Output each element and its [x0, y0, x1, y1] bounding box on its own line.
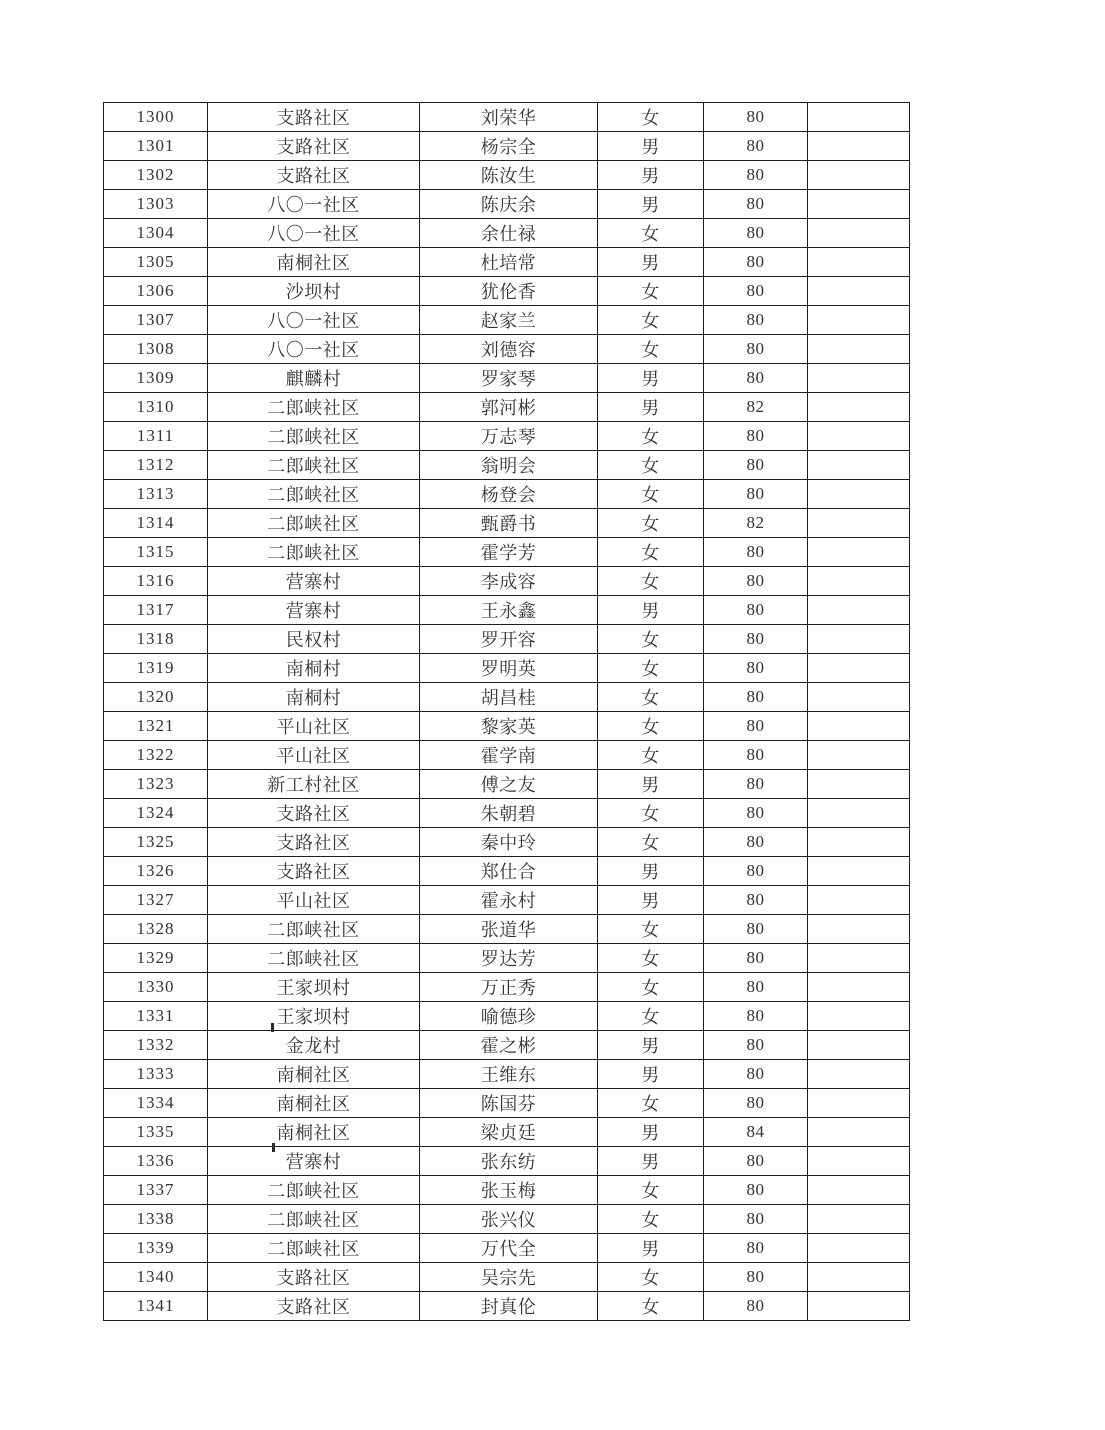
serial-cell: 1340	[104, 1263, 208, 1292]
table-row	[104, 654, 910, 683]
age-cell: 80	[704, 306, 808, 335]
community-cell: 二郎峡社区	[208, 480, 420, 509]
serial-cell: 1336	[104, 1147, 208, 1176]
note-cell	[808, 625, 910, 654]
name-cell: 甄爵书	[420, 509, 598, 538]
serial-cell: 1331	[104, 1002, 208, 1031]
name-cell: 陈庆余	[420, 190, 598, 219]
gender-cell: 男	[598, 596, 704, 625]
table-row	[104, 1060, 910, 1089]
note-cell	[808, 654, 910, 683]
note-cell	[808, 857, 910, 886]
serial-cell: 1341	[104, 1292, 208, 1321]
note-cell	[808, 1205, 910, 1234]
community-cell: 二郎峡社区	[208, 1176, 420, 1205]
table-row	[104, 451, 910, 480]
serial-cell: 1326	[104, 857, 208, 886]
serial-cell: 1303	[104, 190, 208, 219]
serial-cell: 1306	[104, 277, 208, 306]
note-cell	[808, 1118, 910, 1147]
age-cell: 80	[704, 538, 808, 567]
table-row	[104, 103, 910, 132]
note-cell	[808, 451, 910, 480]
age-cell: 80	[704, 277, 808, 306]
age-cell: 80	[704, 567, 808, 596]
gender-cell: 女	[598, 306, 704, 335]
table-row	[104, 683, 910, 712]
gender-cell: 女	[598, 1176, 704, 1205]
note-cell	[808, 480, 910, 509]
community-cell: 支路社区	[208, 857, 420, 886]
age-cell: 80	[704, 1031, 808, 1060]
serial-cell: 1335	[104, 1118, 208, 1147]
table-row	[104, 1205, 910, 1234]
name-cell: 陈国芬	[420, 1089, 598, 1118]
name-cell: 万代全	[420, 1234, 598, 1263]
serial-cell: 1321	[104, 712, 208, 741]
serial-cell: 1324	[104, 799, 208, 828]
gender-cell: 男	[598, 886, 704, 915]
age-cell: 80	[704, 625, 808, 654]
table-row	[104, 480, 910, 509]
serial-cell: 1333	[104, 1060, 208, 1089]
gender-cell: 男	[598, 393, 704, 422]
name-cell: 犹伦香	[420, 277, 598, 306]
note-cell	[808, 915, 910, 944]
note-cell	[808, 567, 910, 596]
note-cell	[808, 1234, 910, 1263]
age-cell: 80	[704, 828, 808, 857]
community-cell: 二郎峡社区	[208, 509, 420, 538]
table-row	[104, 161, 910, 190]
age-cell: 82	[704, 509, 808, 538]
table-row	[104, 915, 910, 944]
serial-cell: 1301	[104, 132, 208, 161]
community-cell: 八〇一社区	[208, 219, 420, 248]
note-cell	[808, 886, 910, 915]
name-cell: 霍学南	[420, 741, 598, 770]
community-cell: 支路社区	[208, 132, 420, 161]
community-cell: 南桐村	[208, 683, 420, 712]
serial-cell: 1314	[104, 509, 208, 538]
gender-cell: 女	[598, 683, 704, 712]
serial-cell: 1332	[104, 1031, 208, 1060]
community-cell: 王家坝村	[208, 1002, 420, 1031]
name-cell: 霍永村	[420, 886, 598, 915]
table-row	[104, 1031, 910, 1060]
age-cell: 80	[704, 741, 808, 770]
serial-cell: 1309	[104, 364, 208, 393]
table-row	[104, 509, 910, 538]
name-cell: 余仕禄	[420, 219, 598, 248]
community-cell: 王家坝村	[208, 973, 420, 1002]
community-cell: 支路社区	[208, 161, 420, 190]
age-cell: 80	[704, 335, 808, 364]
note-cell	[808, 799, 910, 828]
age-cell: 80	[704, 973, 808, 1002]
name-cell: 吴宗先	[420, 1263, 598, 1292]
serial-cell: 1325	[104, 828, 208, 857]
serial-cell: 1316	[104, 567, 208, 596]
name-cell: 梁贞廷	[420, 1118, 598, 1147]
gender-cell: 男	[598, 1031, 704, 1060]
community-cell: 南桐社区	[208, 1060, 420, 1089]
table-row	[104, 190, 910, 219]
age-cell: 80	[704, 1176, 808, 1205]
note-cell	[808, 944, 910, 973]
table-row	[104, 1234, 910, 1263]
age-cell: 80	[704, 190, 808, 219]
serial-cell: 1320	[104, 683, 208, 712]
name-cell: 胡昌桂	[420, 683, 598, 712]
note-cell	[808, 1147, 910, 1176]
table-row	[104, 1118, 910, 1147]
name-cell: 杨登会	[420, 480, 598, 509]
serial-cell: 1311	[104, 422, 208, 451]
note-cell	[808, 712, 910, 741]
table-row	[104, 770, 910, 799]
note-cell	[808, 335, 910, 364]
note-cell	[808, 306, 910, 335]
name-cell: 霍之彬	[420, 1031, 598, 1060]
note-cell	[808, 683, 910, 712]
community-cell: 营寨村	[208, 1147, 420, 1176]
note-cell	[808, 161, 910, 190]
note-cell	[808, 1031, 910, 1060]
serial-cell: 1304	[104, 219, 208, 248]
note-cell	[808, 1060, 910, 1089]
age-cell: 82	[704, 393, 808, 422]
note-cell	[808, 1176, 910, 1205]
table-row	[104, 857, 910, 886]
age-cell: 80	[704, 1002, 808, 1031]
age-cell: 80	[704, 451, 808, 480]
note-cell	[808, 538, 910, 567]
community-cell: 平山社区	[208, 741, 420, 770]
table-row	[104, 219, 910, 248]
serial-cell: 1305	[104, 248, 208, 277]
gender-cell: 男	[598, 364, 704, 393]
name-cell: 罗明英	[420, 654, 598, 683]
serial-cell: 1318	[104, 625, 208, 654]
name-cell: 郭河彬	[420, 393, 598, 422]
age-cell: 80	[704, 219, 808, 248]
gender-cell: 女	[598, 915, 704, 944]
age-cell: 80	[704, 480, 808, 509]
name-cell: 傅之友	[420, 770, 598, 799]
note-cell	[808, 219, 910, 248]
gender-cell: 女	[598, 944, 704, 973]
age-cell: 80	[704, 1147, 808, 1176]
gender-cell: 女	[598, 538, 704, 567]
table-row	[104, 828, 910, 857]
community-cell: 支路社区	[208, 103, 420, 132]
gender-cell: 女	[598, 973, 704, 1002]
note-cell	[808, 973, 910, 1002]
name-cell: 黎家英	[420, 712, 598, 741]
gender-cell: 男	[598, 161, 704, 190]
gender-cell: 女	[598, 741, 704, 770]
gender-cell: 女	[598, 219, 704, 248]
community-cell: 支路社区	[208, 799, 420, 828]
serial-cell: 1312	[104, 451, 208, 480]
gender-cell: 男	[598, 1060, 704, 1089]
name-cell: 李成容	[420, 567, 598, 596]
serial-cell: 1328	[104, 915, 208, 944]
serial-cell: 1300	[104, 103, 208, 132]
note-cell	[808, 1089, 910, 1118]
community-cell: 二郎峡社区	[208, 915, 420, 944]
community-cell: 二郎峡社区	[208, 451, 420, 480]
table-row	[104, 306, 910, 335]
serial-cell: 1319	[104, 654, 208, 683]
gender-cell: 女	[598, 654, 704, 683]
name-cell: 杜培常	[420, 248, 598, 277]
table-row	[104, 596, 910, 625]
age-cell: 84	[704, 1118, 808, 1147]
age-cell: 80	[704, 654, 808, 683]
age-cell: 80	[704, 1089, 808, 1118]
note-cell	[808, 1263, 910, 1292]
serial-cell: 1337	[104, 1176, 208, 1205]
table-row	[104, 132, 910, 161]
gender-cell: 女	[598, 828, 704, 857]
community-cell: 八〇一社区	[208, 335, 420, 364]
table-row	[104, 944, 910, 973]
serial-cell: 1322	[104, 741, 208, 770]
gender-cell: 男	[598, 770, 704, 799]
age-cell: 80	[704, 944, 808, 973]
table-row	[104, 335, 910, 364]
name-cell: 张东纺	[420, 1147, 598, 1176]
gender-cell: 女	[598, 103, 704, 132]
gender-cell: 男	[598, 1118, 704, 1147]
name-cell: 刘荣华	[420, 103, 598, 132]
serial-cell: 1310	[104, 393, 208, 422]
name-cell: 刘德容	[420, 335, 598, 364]
table-row	[104, 1089, 910, 1118]
note-cell	[808, 132, 910, 161]
gender-cell: 女	[598, 1263, 704, 1292]
gender-cell: 男	[598, 132, 704, 161]
community-cell: 南桐村	[208, 654, 420, 683]
note-cell	[808, 422, 910, 451]
serial-cell: 1302	[104, 161, 208, 190]
community-cell: 新工村社区	[208, 770, 420, 799]
community-cell: 南桐社区	[208, 1089, 420, 1118]
name-cell: 杨宗全	[420, 132, 598, 161]
community-cell: 民权村	[208, 625, 420, 654]
note-cell	[808, 828, 910, 857]
note-cell	[808, 364, 910, 393]
age-cell: 80	[704, 1060, 808, 1089]
gender-cell: 女	[598, 451, 704, 480]
note-cell	[808, 596, 910, 625]
gender-cell: 女	[598, 422, 704, 451]
gender-cell: 女	[598, 567, 704, 596]
note-cell	[808, 1292, 910, 1321]
community-cell: 营寨村	[208, 596, 420, 625]
community-cell: 平山社区	[208, 712, 420, 741]
table-row	[104, 1176, 910, 1205]
note-cell	[808, 190, 910, 219]
note-cell	[808, 741, 910, 770]
table-row	[104, 1292, 910, 1321]
age-cell: 80	[704, 1292, 808, 1321]
age-cell: 80	[704, 915, 808, 944]
gender-cell: 女	[598, 1205, 704, 1234]
gender-cell: 女	[598, 799, 704, 828]
age-cell: 80	[704, 683, 808, 712]
name-cell: 翁明会	[420, 451, 598, 480]
community-cell: 支路社区	[208, 1292, 420, 1321]
serial-cell: 1307	[104, 306, 208, 335]
serial-cell: 1313	[104, 480, 208, 509]
gender-cell: 女	[598, 277, 704, 306]
age-cell: 80	[704, 799, 808, 828]
name-cell: 罗达芳	[420, 944, 598, 973]
age-cell: 80	[704, 248, 808, 277]
table-row	[104, 422, 910, 451]
name-cell: 万志琴	[420, 422, 598, 451]
gender-cell: 男	[598, 1234, 704, 1263]
table-row	[104, 1263, 910, 1292]
age-cell: 80	[704, 103, 808, 132]
name-cell: 罗开容	[420, 625, 598, 654]
note-cell	[808, 103, 910, 132]
name-cell: 陈汝生	[420, 161, 598, 190]
gender-cell: 男	[598, 190, 704, 219]
table-row	[104, 973, 910, 1002]
name-cell: 霍学芳	[420, 538, 598, 567]
table-body	[104, 103, 910, 1321]
note-cell	[808, 1002, 910, 1031]
community-cell: 金龙村	[208, 1031, 420, 1060]
community-cell: 沙坝村	[208, 277, 420, 306]
gender-cell: 男	[598, 857, 704, 886]
table-row	[104, 741, 910, 770]
gender-cell: 女	[598, 480, 704, 509]
gender-cell: 女	[598, 625, 704, 654]
table-row	[104, 712, 910, 741]
age-cell: 80	[704, 132, 808, 161]
gender-cell: 女	[598, 509, 704, 538]
community-cell: 南桐社区	[208, 248, 420, 277]
serial-cell: 1327	[104, 886, 208, 915]
gender-cell: 女	[598, 1292, 704, 1321]
gender-cell: 女	[598, 712, 704, 741]
community-cell: 南桐社区	[208, 1118, 420, 1147]
gender-cell: 女	[598, 1089, 704, 1118]
community-cell: 支路社区	[208, 1263, 420, 1292]
age-cell: 80	[704, 364, 808, 393]
age-cell: 80	[704, 770, 808, 799]
scan-speck	[272, 1143, 275, 1152]
community-cell: 二郎峡社区	[208, 944, 420, 973]
scan-speck	[271, 1023, 274, 1032]
age-cell: 80	[704, 1205, 808, 1234]
table-row	[104, 799, 910, 828]
serial-cell: 1315	[104, 538, 208, 567]
community-cell: 二郎峡社区	[208, 1234, 420, 1263]
age-cell: 80	[704, 422, 808, 451]
name-cell: 喻德珍	[420, 1002, 598, 1031]
table-row	[104, 625, 910, 654]
age-cell: 80	[704, 712, 808, 741]
name-cell: 封真伦	[420, 1292, 598, 1321]
community-cell: 平山社区	[208, 886, 420, 915]
community-cell: 麒麟村	[208, 364, 420, 393]
serial-cell: 1317	[104, 596, 208, 625]
community-cell: 营寨村	[208, 567, 420, 596]
name-cell: 罗家琴	[420, 364, 598, 393]
age-cell: 80	[704, 886, 808, 915]
note-cell	[808, 248, 910, 277]
community-cell: 二郎峡社区	[208, 422, 420, 451]
community-cell: 八〇一社区	[208, 306, 420, 335]
note-cell	[808, 770, 910, 799]
residents-table	[103, 102, 910, 1321]
name-cell: 张兴仪	[420, 1205, 598, 1234]
serial-cell: 1339	[104, 1234, 208, 1263]
community-cell: 二郎峡社区	[208, 393, 420, 422]
table-row	[104, 248, 910, 277]
age-cell: 80	[704, 161, 808, 190]
age-cell: 80	[704, 1234, 808, 1263]
note-cell	[808, 393, 910, 422]
name-cell: 秦中玲	[420, 828, 598, 857]
name-cell: 郑仕合	[420, 857, 598, 886]
note-cell	[808, 509, 910, 538]
name-cell: 王永鑫	[420, 596, 598, 625]
community-cell: 八〇一社区	[208, 190, 420, 219]
gender-cell: 女	[598, 335, 704, 364]
table-row	[104, 393, 910, 422]
serial-cell: 1330	[104, 973, 208, 1002]
table-row	[104, 364, 910, 393]
name-cell: 赵家兰	[420, 306, 598, 335]
name-cell: 万正秀	[420, 973, 598, 1002]
gender-cell: 男	[598, 1147, 704, 1176]
serial-cell: 1329	[104, 944, 208, 973]
note-cell	[808, 277, 910, 306]
serial-cell: 1338	[104, 1205, 208, 1234]
table-row	[104, 567, 910, 596]
table-row	[104, 886, 910, 915]
serial-cell: 1308	[104, 335, 208, 364]
serial-cell: 1334	[104, 1089, 208, 1118]
gender-cell: 女	[598, 1002, 704, 1031]
name-cell: 张玉梅	[420, 1176, 598, 1205]
gender-cell: 男	[598, 248, 704, 277]
name-cell: 王维东	[420, 1060, 598, 1089]
serial-cell: 1323	[104, 770, 208, 799]
age-cell: 80	[704, 857, 808, 886]
age-cell: 80	[704, 1263, 808, 1292]
table-row	[104, 1002, 910, 1031]
community-cell: 支路社区	[208, 828, 420, 857]
table-row	[104, 538, 910, 567]
community-cell: 二郎峡社区	[208, 1205, 420, 1234]
name-cell: 朱朝碧	[420, 799, 598, 828]
name-cell: 张道华	[420, 915, 598, 944]
community-cell: 二郎峡社区	[208, 538, 420, 567]
table-row	[104, 1147, 910, 1176]
table-row	[104, 277, 910, 306]
age-cell: 80	[704, 596, 808, 625]
